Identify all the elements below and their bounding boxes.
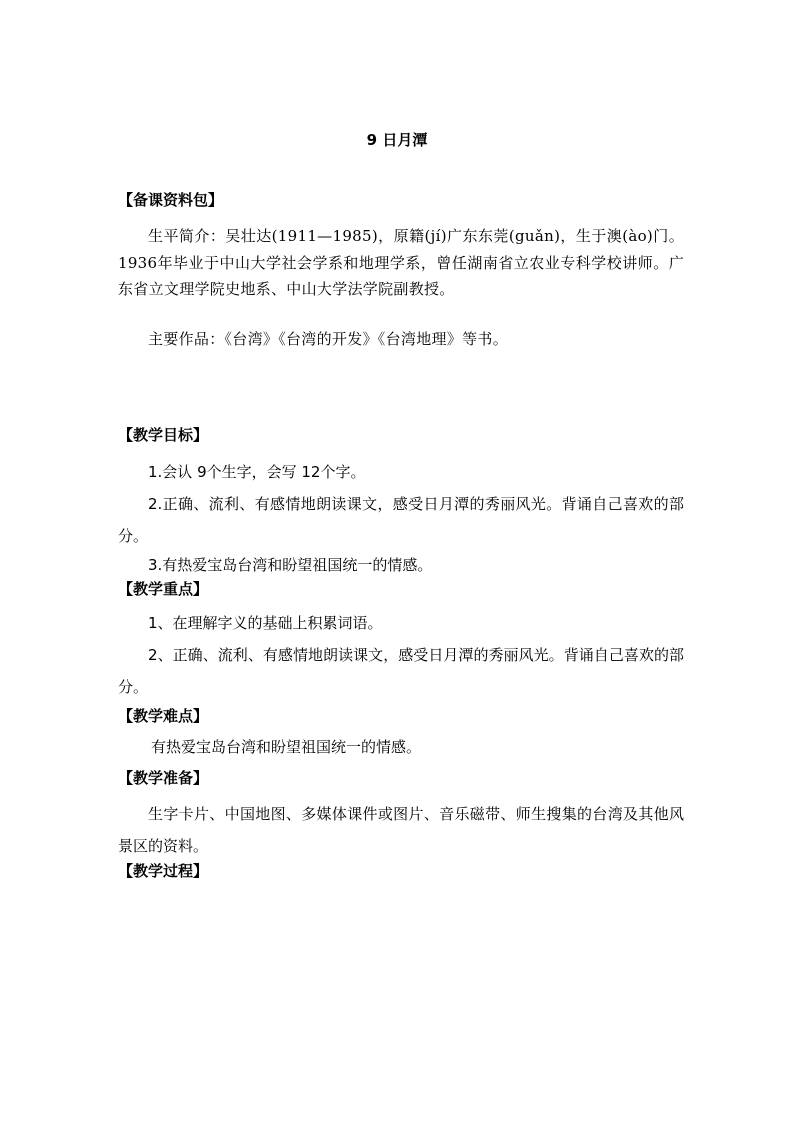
key-point-item-1: 1、在理解字义的基础上积累词语。 bbox=[148, 614, 383, 632]
heading-key-points: 【教学重点】 bbox=[118, 580, 209, 598]
heading-goals: 【教学目标】 bbox=[118, 426, 209, 444]
author-works-paragraph: 主要作品：《台湾》《台湾的开发》《台湾地理》等书。 bbox=[148, 330, 509, 348]
heading-process: 【教学过程】 bbox=[118, 862, 209, 880]
heading-difficulties: 【教学难点】 bbox=[118, 707, 209, 725]
lesson-title: 9 日月潭 bbox=[366, 131, 428, 149]
heading-materials: 【备课资料包】 bbox=[118, 191, 224, 209]
author-bio-paragraph: 生平简介：吴壮达(1911—1985)，原籍(jí)广东东莞(guǎn)，生于澳(ào)门。1936年毕业于中山大学社会学系和地理学系，曾任湖南省立农业专科学校讲师。广东省立文理学院史地系、中山大学法学院副教授。 bbox=[118, 227, 684, 298]
heading-preparation: 【教学准备】 bbox=[118, 769, 209, 787]
difficulty-text: 有热爱宝岛台湾和盼望祖国统一的情感。 bbox=[151, 738, 422, 756]
goal-item-3: 3.有热爱宝岛台湾和盼望祖国统一的情感。 bbox=[148, 556, 433, 574]
goal-item-2: 2.正确、流利、有感情地朗读课文，感受日月潭的秀丽风光。背诵自己喜欢的部分。 bbox=[118, 495, 684, 545]
goal-item-1: 1.会认 9个生字，会写 12个字。 bbox=[148, 463, 366, 481]
key-point-item-2: 2、正确、流利、有感情地朗读课文，感受日月潭的秀丽风光。背诵自己喜欢的部分。 bbox=[118, 646, 684, 696]
preparation-text: 生字卡片、中国地图、多媒体课件或图片、音乐磁带、师生搜集的台湾及其他风景区的资料。 bbox=[118, 805, 684, 855]
